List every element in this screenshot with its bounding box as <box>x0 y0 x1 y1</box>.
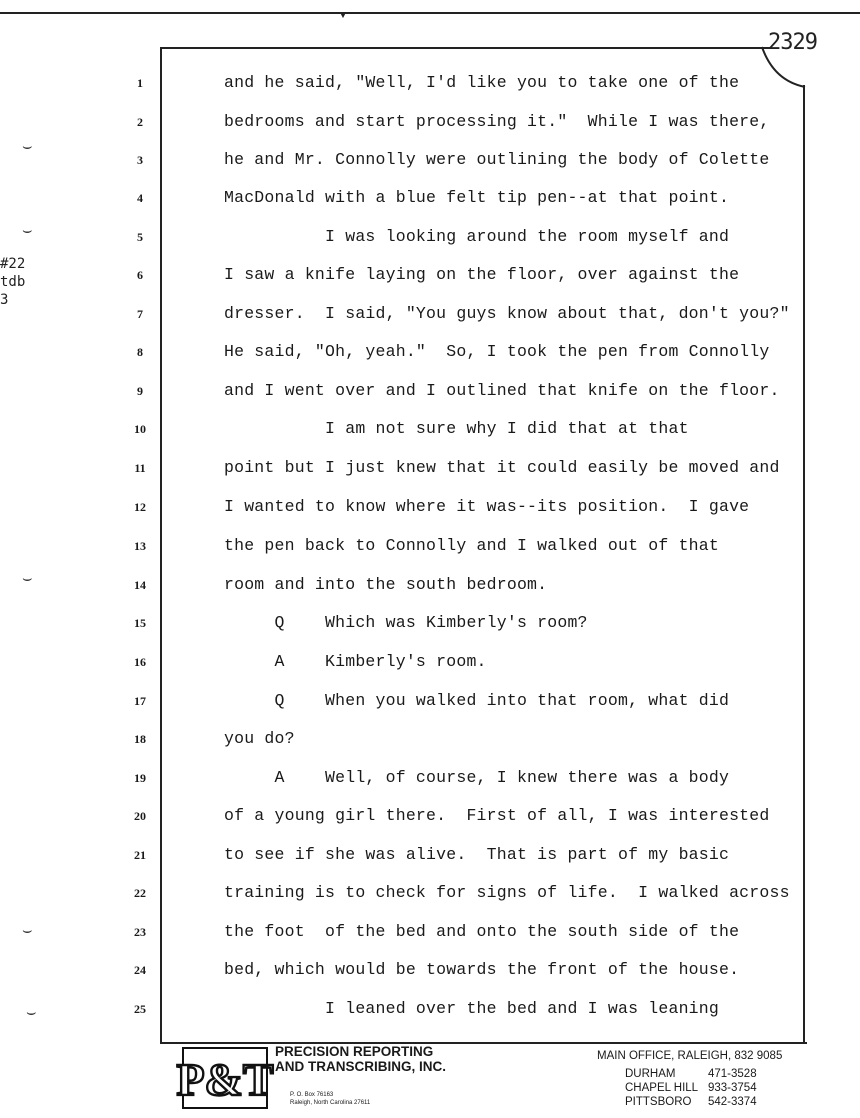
margin-note: 3 <box>0 292 9 308</box>
line-number: 18 <box>134 732 146 746</box>
main-office: MAIN OFFICE, RALEIGH, 832 9085 <box>597 1050 783 1062</box>
top-notch-mark: ▼ <box>340 11 347 22</box>
line-number: 3 <box>137 153 143 167</box>
line-number: 8 <box>137 345 143 359</box>
margin-note: tdb <box>0 274 26 290</box>
line-number: 14 <box>134 578 146 592</box>
transcript-line: I leaned over the bed and I was leaning <box>224 999 719 1018</box>
transcript-line: I wanted to know where it was--its position. I gave <box>224 497 750 516</box>
margin-notes <box>0 255 25 309</box>
line-number: 6 <box>137 268 143 282</box>
transcript-line: I saw a knife laying on the floor, over against the <box>224 265 740 284</box>
transcript-line: you do? <box>224 729 295 748</box>
line-number: 2 <box>137 115 143 129</box>
transcript-line: room and into the south bedroom. <box>224 575 548 594</box>
office-phone: 933-3754 <box>708 1082 757 1094</box>
transcript-line: He said, "Oh, yeah." So, I took the pen from Connolly <box>224 342 770 361</box>
line-number: 21 <box>134 848 146 862</box>
line-number: 7 <box>137 307 143 321</box>
transcript-line: point but I just knew that it could easily be moved and <box>224 458 780 477</box>
line-number: 17 <box>134 694 146 708</box>
transcript-line: to see if she was alive. That is part of my basic <box>224 845 730 864</box>
transcript-line: and he said, "Well, I'd like you to take one of the <box>224 73 740 92</box>
transcript-line: he and Mr. Connolly were outlining the body of Colette <box>224 150 770 169</box>
logo-text: P&T <box>176 1054 274 1105</box>
transcript-line: Q Which was Kimberly's room? <box>224 613 588 632</box>
line-number: 5 <box>137 230 143 244</box>
line-number: 22 <box>134 886 146 900</box>
line-number: 25 <box>134 1002 146 1016</box>
margin-mark-icon: ⌣ <box>22 922 33 940</box>
line-number: 19 <box>134 771 146 785</box>
line-number: 4 <box>137 191 143 205</box>
line-number: 12 <box>134 500 146 514</box>
company-logo-icon <box>176 1047 274 1109</box>
transcript-line: I am not sure why I did that at that <box>224 419 689 438</box>
margin-note: #22 <box>0 256 26 272</box>
transcript-line: Q When you walked into that room, what did <box>224 691 730 710</box>
line-number: 15 <box>134 616 146 630</box>
transcript-line: A Well, of course, I knew there was a body <box>224 768 730 787</box>
transcript-line: training is to check for signs of life. I walked across <box>224 883 790 902</box>
company-name-line1: PRECISION REPORTING <box>275 1044 434 1059</box>
transcript-line: of a young girl there. First of all, I was interested <box>224 806 770 825</box>
margin-mark-icon: ⌣ <box>26 1004 37 1022</box>
page-number: 2329 <box>768 30 817 55</box>
company-address-line2: Raleigh, North Carolina 27611 <box>290 1100 371 1106</box>
office-phone: 471-3528 <box>708 1068 757 1080</box>
company-address-line1: P. O. Box 76163 <box>290 1092 334 1098</box>
line-number: 10 <box>134 422 146 436</box>
transcript-line: the foot of the bed and onto the south side of the <box>224 922 740 941</box>
margin-mark-icon: ⌣ <box>22 138 33 156</box>
line-number: 16 <box>134 655 146 669</box>
transcript-line: dresser. I said, "You guys know about that, don't you?" <box>224 304 790 323</box>
office-name: CHAPEL HILL <box>625 1082 699 1094</box>
company-name-line2: AND TRANSCRIBING, INC. <box>275 1059 446 1074</box>
transcript-line: and I went over and I outlined that knife on the floor. <box>224 381 780 400</box>
transcript-line: A Kimberly's room. <box>224 652 487 671</box>
frame-top-edge <box>160 47 770 49</box>
top-rule <box>0 12 860 14</box>
transcript-line: I was looking around the room myself and <box>224 227 730 246</box>
line-number: 23 <box>134 925 146 939</box>
office-name: DURHAM <box>625 1068 676 1080</box>
line-number: 11 <box>134 461 146 475</box>
margin-mark-icon: ⌣ <box>22 570 33 588</box>
margin-mark-icon: ⌣ <box>22 222 33 240</box>
line-number: 20 <box>134 809 146 823</box>
line-number: 13 <box>134 539 146 553</box>
transcript-line: the pen back to Connolly and I walked out of that <box>224 536 719 555</box>
footer <box>0 1044 860 1118</box>
office-name: PITTSBORO <box>625 1096 692 1108</box>
line-number: 9 <box>137 384 143 398</box>
line-number: 24 <box>134 963 146 977</box>
transcript-line: bed, which would be towards the front of the house. <box>224 960 740 979</box>
office-phone: 542-3374 <box>708 1096 757 1108</box>
transcript-line: MacDonald with a blue felt tip pen--at that point. <box>224 188 730 207</box>
frame-right-edge <box>803 85 805 1043</box>
transcript-line: bedrooms and start processing it." While I was there, <box>224 112 770 131</box>
line-number: 1 <box>137 76 143 90</box>
